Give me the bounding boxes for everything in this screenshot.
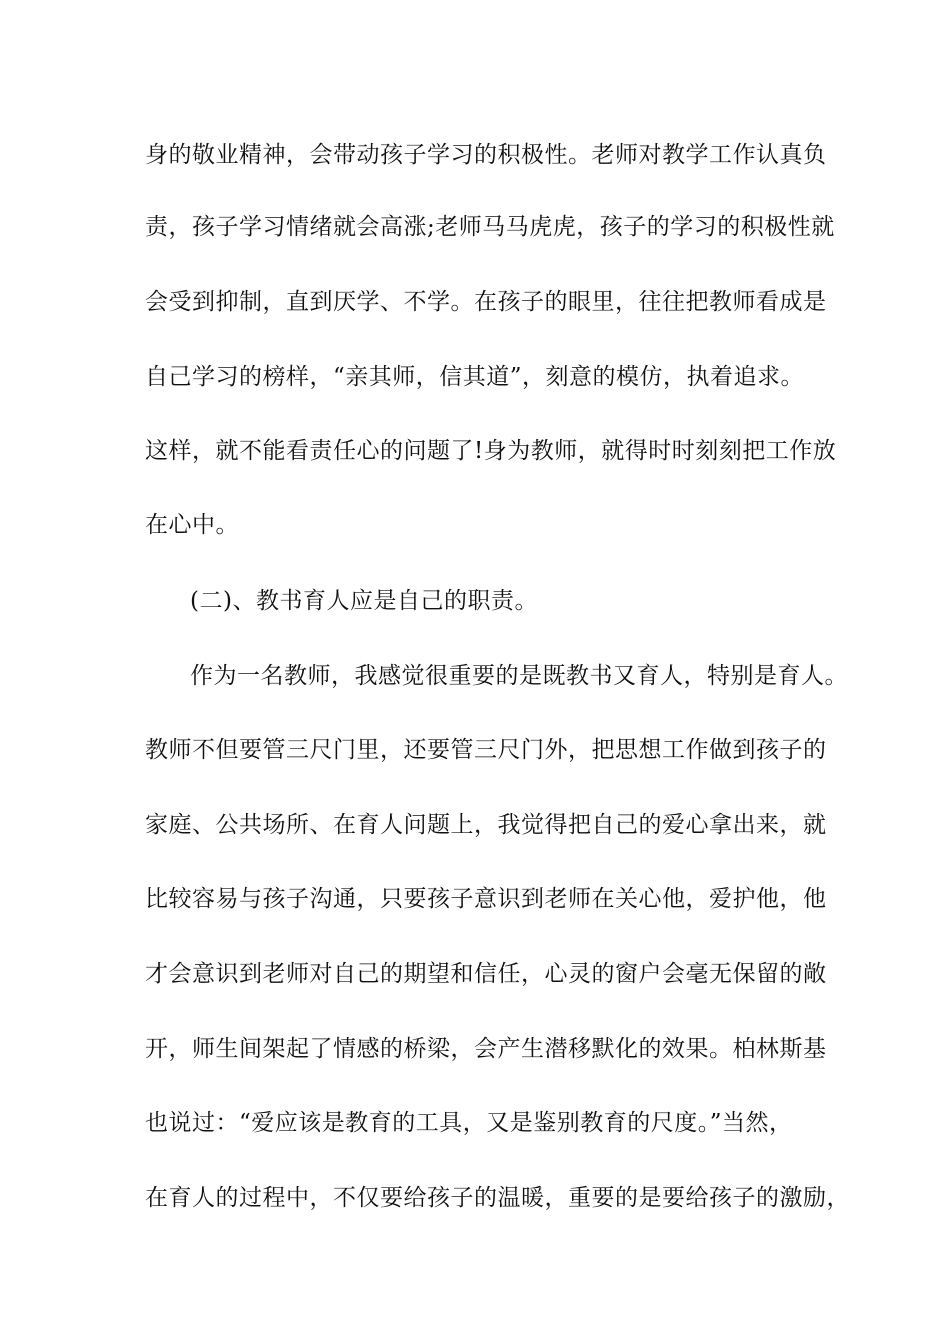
paragraph-line: 自己学习的榜样，“亲其师，信其道”，刻意的模仿，执着追求。: [145, 364, 805, 390]
paragraph-line: 责，孩子学习情绪就会高涨;老师马马虎虎，孩子的学习的积极性就: [145, 214, 835, 240]
paragraph-line: 作为一名教师，我感觉很重要的是既教书又育人，特别是育人。: [190, 663, 848, 689]
section-heading: (二)、教书育人应是自己的职责。: [190, 588, 538, 614]
paragraph-line: 这样，就不能看责任心的问题了!身为教师，就得时时刻刻把工作放: [145, 438, 837, 464]
paragraph-line: 身的敬业精神，会带动孩子学习的积极性。老师对教学工作认真负: [145, 142, 827, 168]
paragraph-line: 在育人的过程中，不仅要给孩子的温暖，重要的是要给孩子的激励，: [145, 1185, 850, 1211]
paragraph-line: 比较容易与孩子沟通，只要孩子意识到老师在关心他，爱护他，他: [145, 886, 827, 912]
paragraph-line: 会受到抑制，直到厌学、不学。在孩子的眼里，往往把教师看成是: [145, 289, 827, 315]
paragraph-line: 教师不但要管三尺门里，还要管三尺门外，把思想工作做到孩子的: [145, 737, 827, 763]
paragraph-line: 在心中。: [145, 512, 239, 538]
paragraph-line: 家庭、公共场所、在育人问题上，我觉得把自己的爱心拿出来，就: [145, 812, 827, 838]
paragraph-line: 也说过：“爱应该是教育的工具，又是鉴别教育的尺度。”当然，: [145, 1110, 793, 1136]
paragraph-line: 开，师生间架起了情感的桥梁，会产生潜移默化的效果。柏林斯基: [145, 1036, 827, 1062]
paragraph-line: 才会意识到老师对自己的期望和信任，心灵的窗户会毫无保留的敞: [145, 961, 827, 987]
